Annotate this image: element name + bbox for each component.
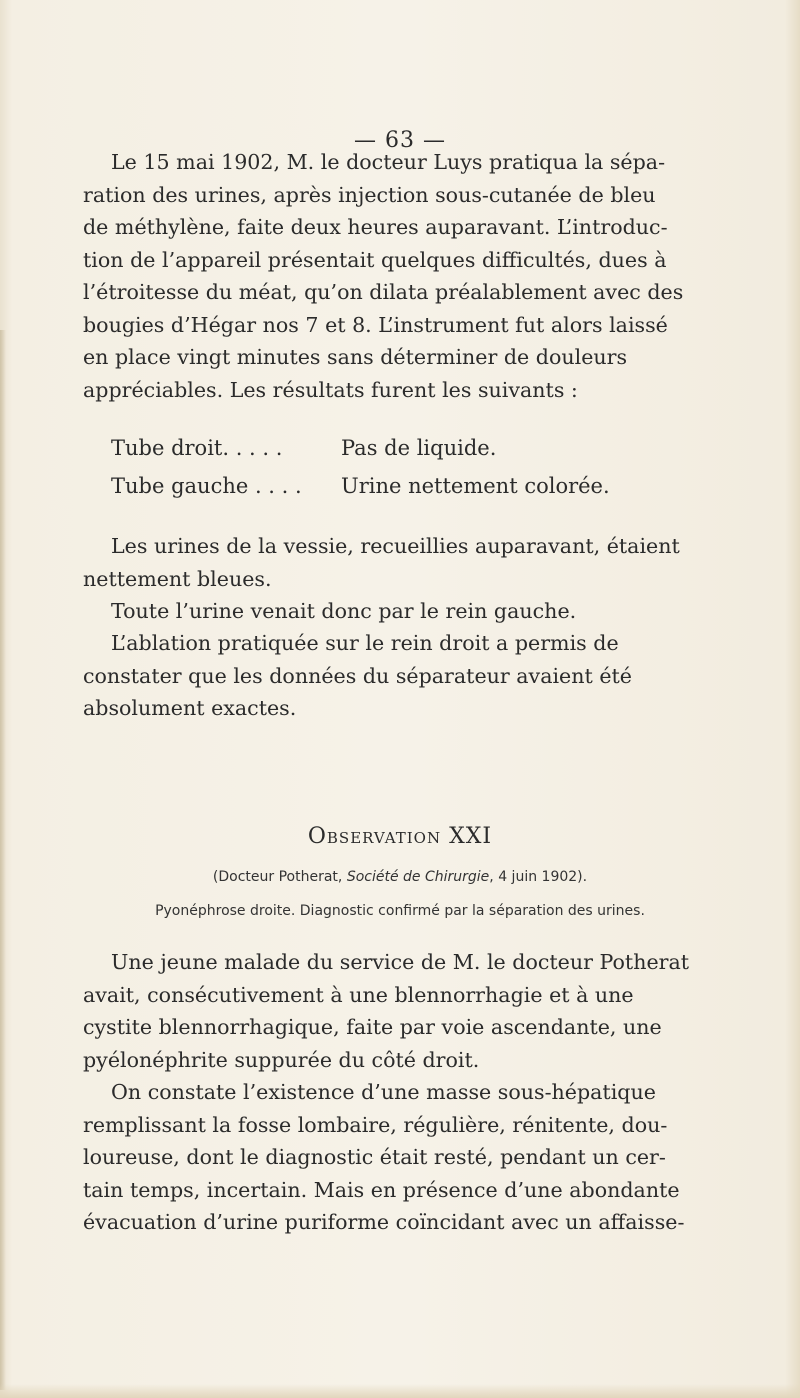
paragraph-seance-luys bbox=[83, 146, 723, 406]
text-line: Toute l’urine venait donc par le rein gauche. bbox=[111, 599, 577, 623]
text-line: tion de l’appareil présentait quelques difficultés, dues à bbox=[83, 247, 667, 272]
text-line: constater que les données du séparateur avaient été bbox=[83, 663, 632, 688]
paragraph-urines-vessie bbox=[83, 530, 723, 595]
text-line: absolument exactes. bbox=[83, 696, 297, 720]
text-line: Les urines de la vessie, recueillies auparavant, étaient bbox=[111, 534, 680, 558]
text-line: loureuse, dont le diagnostic était resté, pendant un cer- bbox=[83, 1145, 666, 1169]
text-line: bougies d’Hégar nos 7 et 8. L’instrument fut alors laissé bbox=[83, 312, 668, 337]
result-label: Tube gauche . . . . bbox=[111, 474, 302, 498]
page-number: — 63 — bbox=[354, 128, 446, 153]
text-line: Le 15 mai 1902, M. le docteur Luys pratiqua la sépa- bbox=[111, 150, 666, 174]
text-line: en place vingt minutes sans déterminer de douleurs bbox=[83, 345, 628, 369]
paragraph-jeune-malade bbox=[83, 946, 723, 1076]
text-line: nettement bleues. bbox=[83, 566, 272, 591]
text-line: évacuation d’urine puriforme coïncidant avec un affaisse- bbox=[83, 1210, 685, 1234]
result-value: Urine nettement colorée. bbox=[341, 474, 610, 498]
text-line: pyélonéphrite suppurée du côté droit. bbox=[83, 1047, 480, 1072]
text-line: remplissant la fosse lombaire, régulière, rénitente, dou- bbox=[83, 1112, 668, 1137]
paragraph-rein-gauche bbox=[83, 595, 723, 628]
source-prefix: (Docteur Potherat, bbox=[212, 869, 347, 885]
text-line: cystite blennorrhagique, faite par voie ascendante, une bbox=[83, 1015, 662, 1039]
page-gutter-shadow bbox=[0, 330, 6, 1390]
text-line: L’ablation pratiquée sur le rein droit a permis de bbox=[111, 631, 619, 655]
source-journal: Société de Chirurgie bbox=[346, 869, 490, 885]
text-line: l’étroitesse du méat, qu’on dilata préalablement avec des bbox=[83, 280, 684, 304]
paragraph-ablation bbox=[83, 627, 723, 725]
result-value: Pas de liquide. bbox=[341, 436, 497, 460]
result-row-tube-droit bbox=[111, 436, 496, 460]
text-line: de méthylène, faite deux heures auparavant. L’introduc- bbox=[83, 215, 668, 239]
observation-source bbox=[0, 869, 800, 885]
result-label: Tube droit. . . . . bbox=[111, 436, 283, 460]
source-suffix: , 4 juin 1902). bbox=[489, 869, 588, 885]
paragraph-masse-sous-hepatique bbox=[83, 1076, 723, 1239]
result-row-tube-gauche bbox=[111, 474, 610, 498]
text-line: avait, consécutivement à une blennorrhagie et à une bbox=[83, 982, 634, 1007]
text-line: ration des urines, après injection sous-cutanée de bleu bbox=[83, 182, 656, 207]
observation-title: Observation XXI bbox=[307, 824, 493, 849]
text-line: appréciables. Les résultats furent les suivants : bbox=[83, 377, 578, 402]
page-bottom-edge bbox=[0, 1384, 800, 1398]
observation-summary: Pyonéphrose droite. Diagnostic confirmé par la séparation des urines. bbox=[155, 903, 645, 919]
text-line: tain temps, incertain. Mais en présence d’une abondante bbox=[83, 1177, 680, 1202]
text-line: On constate l’existence d’une masse sous-hépatique bbox=[111, 1080, 656, 1104]
text-line: Une jeune malade du service de M. le docteur Potherat bbox=[111, 950, 690, 974]
